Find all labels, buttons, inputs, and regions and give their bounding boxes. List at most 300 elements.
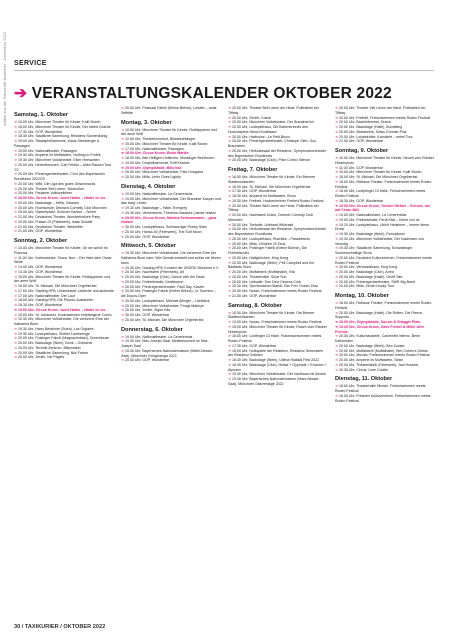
arrow-icon: ➔ xyxy=(228,343,232,348)
event-text: 20.00 Uhr, Nachtwerk (Feierwerk), Alt xyxy=(124,270,184,275)
event-text: 12.00 Uhr, Theaterinnenhof, Billardschlaeger xyxy=(124,137,196,141)
arrow-icon: ➔ xyxy=(228,377,232,381)
arrow-icon: ➔ xyxy=(14,269,18,274)
event-text: 20.00 Uhr, Haltigkirchen, King Kong xyxy=(231,255,289,260)
arrow-icon: ➔ xyxy=(121,229,125,234)
event-text: 20.00 Uhr, Prinzregententheater, Christoph Sieh, Guy Braunstein xyxy=(228,139,316,148)
event-text: 21.00 Uhr, GOP, Wunderbar xyxy=(17,229,63,234)
event-text: 15.00 Uhr, Münchner Theater für Kinder, Rosen vom Räuber Hotzenplotz xyxy=(228,324,327,334)
event-text: 20.30 Uhr, Kulturbaustelle, Canlemfitt Inferno, Bene Kathnmann xyxy=(335,334,421,343)
event-item xyxy=(335,256,435,266)
arrow-icon: ➔ xyxy=(14,265,18,269)
event-item xyxy=(228,261,328,271)
arrow-icon: ➔ xyxy=(228,213,232,217)
arrow-icon: ➔ xyxy=(121,210,125,215)
calendar-column-1 xyxy=(14,106,114,360)
day-heading: Dienstag, 11. Oktober xyxy=(335,376,393,383)
arrow-icon: ➔ xyxy=(228,260,232,265)
arrow-icon: ➔ xyxy=(335,348,339,353)
event-item xyxy=(228,213,328,223)
event-text: 20.00 Uhr, Theater Bell Lemm am Hetzt, Politrabish bei Tiffany xyxy=(228,203,319,213)
event-text: 20.00 Uhr, Postsaal Fabrik (Kleine Bühne), Lufsiter – ande Selfritte xyxy=(121,106,217,115)
arrow-icon: ➔ xyxy=(335,246,339,251)
event-item xyxy=(121,358,221,363)
arrow-icon: ➔ xyxy=(14,303,18,307)
arrow-icon: ➔ xyxy=(228,310,232,315)
event-text: 19.30 Uhr, Münchner Volkstheater, Der kaufhaus mit Ikkoba xyxy=(231,372,326,377)
arrow-icon: ➔ xyxy=(14,312,18,317)
event-item xyxy=(335,204,435,214)
event-text: 20.00 Uhr, Herkulessaal der Residenz, Symphonieorchester des Bayerischen Rundfunks xyxy=(228,227,327,236)
event-text: 20.00 Uhr, Herkulessaal der Residenz, Symphonieorchester des Bayerischen Rundfunks xyxy=(228,148,327,158)
arrow-icon: ➔ xyxy=(14,219,18,224)
arrow-icon: ➔ xyxy=(14,307,18,312)
arrow-icon: ➔ xyxy=(228,348,232,353)
side-note: Artikel aus der Zeitschrift Taxikurier - Dezember 2022 xyxy=(2,31,7,126)
event-text: 20.00 Uhr, Backstage (Werk), Phil Campbell and the Bastards Sons xyxy=(228,260,315,270)
page-header xyxy=(14,60,434,71)
event-text: 20.00 Uhr, Prinzregententheater, SWR Big Band xyxy=(338,279,415,284)
event-text: 17.00 Uhr, Gasteig HP8, Lindenstadt: Liebliche und lachende xyxy=(17,288,114,293)
event-text: 20.00 Uhr, Mucias, Freischwimmen meets Rodeo Festival xyxy=(338,353,430,358)
event-item xyxy=(335,384,435,394)
event-item xyxy=(335,189,435,199)
event-text: 17.30 Uhr, GOP, Wunderbar xyxy=(17,129,63,134)
arrow-icon: ➔ xyxy=(121,308,125,313)
event-text: 19.00 Uhr, Nationaltheater, La Cenerentola xyxy=(338,213,407,217)
event-text: 20.00 Uhr, Lustspielhaus, Schwarzriger Poetry Slam xyxy=(124,225,207,229)
event-text: 20.30 Uhr, Circus, Lime Cooltie xyxy=(338,367,389,372)
event-text: 19.30 Uhr, Backstage – Halle, Evergrey xyxy=(124,206,188,210)
arrow-icon: ➔ xyxy=(335,156,339,160)
arrow-icon: ➔ xyxy=(121,175,125,179)
event-text: 20.00 Uhr, Prinzregententheater, Chor des Bayerischen Rundfunks 2022/23 xyxy=(14,172,106,181)
event-text: 10.00 Uhr, Münchner Theater für Kinder, Rotkäppchen und der arme Wolf xyxy=(121,127,218,137)
event-text: 19.30 Uhr, Lustspielhaus, Sheller Lamberinge xyxy=(17,331,90,336)
event-text: 20.00 Uhr, Lustspielhaus, Michael Altinger – Lichtblick xyxy=(124,298,210,303)
day-heading: Montag, 10. Oktober xyxy=(335,293,389,299)
event-text: 20.00 Uhr, Hochschule, Deutsch-Cornelly Club München xyxy=(17,205,107,210)
arrow-icon: ➔ xyxy=(335,284,339,289)
event-item xyxy=(228,377,328,387)
arrow-icon: ➔ xyxy=(335,255,339,260)
calendar-columns xyxy=(14,106,438,606)
event-item xyxy=(335,334,435,344)
arrow-icon: ➔ xyxy=(14,355,18,360)
arrow-icon: ➔ xyxy=(121,298,125,303)
event-text: 10.00 Uhr, Münchner Theater für Kinder, Neues vom Räuber Hotzenplotz xyxy=(335,156,434,165)
arrow-icon: ➔ xyxy=(228,362,232,367)
arrow-icon: ➔ xyxy=(14,284,18,288)
event-item xyxy=(228,139,328,149)
event-text: 19.30 Uhr, Freiheit, Hockenheimer Freiheit Rodeo Festival xyxy=(231,198,324,203)
event-text: 20.00 Uhr, Backstage (Halle), Die Rotten, Die Fleece-Supports xyxy=(335,310,424,320)
event-text: 16.00 Uhr, St. Michael, Die Münchner Orgelherbst xyxy=(231,184,311,189)
event-text: 20.00 Uhr, Nachtwerk Kultur, Doeboh Comedy Club München xyxy=(228,213,313,222)
event-item xyxy=(228,125,328,135)
arrow-icon: ➔ xyxy=(335,236,339,241)
event-text: 20.00 Uhr, Technik Zentrum, Bilkenstein xyxy=(17,345,81,350)
event-item xyxy=(335,301,435,311)
event-item xyxy=(228,204,328,214)
arrow-icon: ➔ xyxy=(14,341,18,345)
day-heading: Donnerstag, 6. Oktober xyxy=(121,326,183,333)
event-text: 20.00 Uhr, Postinger Fabrik (Magnanimitaet), Greenhouse xyxy=(17,336,110,341)
event-text: 17.00 Uhr, Nationaltheater, Der Lauf xyxy=(17,293,75,298)
event-text: 10.00 Uhr, Münchner Theater für Kinder, Kalif Storch xyxy=(17,120,101,124)
arrow-icon: ➔ xyxy=(121,303,125,308)
event-text: 20.30 Uhr, Sportmuseum Mandl, Dev Frei: Doesn Zeal xyxy=(231,284,318,289)
event-text: 20.00 Uhr, Hansa 39 (Feierwerk), The Soft Moon xyxy=(124,229,202,234)
event-item xyxy=(228,149,328,159)
arrow-icon: ➔ xyxy=(228,134,232,139)
event-text: 19.30 Uhr, Vereinsheim, Theresia Sastarez (Jamer realize xyxy=(124,210,216,215)
event-text: 10.00 Uhr, Münchner Theater für Kinder, Ob wir schön ist Pranova xyxy=(14,246,108,255)
event-text: 20.00 Uhr, Tonhalle, Lillebard Whitcastl xyxy=(231,222,294,227)
event-text: 20.00 Uhr, Münchner Volkstheater, Der Brandnerhof xyxy=(231,120,314,125)
arrow-icon: ➔ xyxy=(121,358,125,363)
arrow-icon: ➔ xyxy=(14,293,18,298)
arrow-icon: ➔ xyxy=(121,151,125,156)
day-heading: Dienstag, 4. Oktober xyxy=(121,183,176,190)
arrow-icon: ➔ xyxy=(228,324,232,329)
arrow-icon: ➔ xyxy=(228,236,232,241)
arrow-icon: ➔ xyxy=(121,317,125,322)
event-text: 19.30 Uhr, Gasteig HP8, Konzert der GEDOK München e.V. xyxy=(124,265,220,270)
arrow-icon: ➔ xyxy=(335,310,339,315)
event-text: 20.00 Uhr, Freiheit, Freischwimmen meets Rodeo Festival xyxy=(338,115,431,120)
event-text: 20.00 Uhr, Milla, Zench Husky Tour xyxy=(338,284,395,289)
event-item xyxy=(121,251,221,265)
arrow-icon: ➔ xyxy=(335,279,339,284)
calendar-column-4 xyxy=(335,106,435,403)
event-text: 20.00 Uhr, Milla, Children Of Zeus xyxy=(231,241,286,246)
arrow-icon: ➔ xyxy=(14,153,18,158)
arrow-icon: ➔ xyxy=(14,255,18,260)
arrow-icon: ➔ xyxy=(121,170,125,175)
event-item xyxy=(121,339,221,349)
event-text: 18.00 Uhr, Gasteig HP8, Die Piccolo-Ausfahrten xyxy=(17,298,94,303)
arrow-icon: ➔ xyxy=(14,134,18,139)
event-text: 16.00 Uhr, Rathaus Theater, Freischwimmen meets Rodeo Festival xyxy=(335,179,432,189)
arrow-icon: ➔ xyxy=(121,334,125,339)
event-text: 18.00 Uhr, Lustpfinger 13 Halle, Freischwimmen meets Rodeo Festival xyxy=(335,189,426,198)
event-text: 20.00 Uhr, Gärtnerplatz, Schöner Kanton – Schrei xyxy=(17,210,97,215)
event-item xyxy=(335,180,435,190)
event-text: 15.00 Uhr, Münchner Theater für Kinder, Kalif Storch xyxy=(338,170,422,175)
arrow-icon: ➔ xyxy=(335,189,339,194)
arrow-icon: ➔ xyxy=(335,106,339,110)
arrow-icon: ➔ xyxy=(335,265,339,270)
event-text: 20.00 Uhr, St. Michael, Die Münchner Orgelherbst xyxy=(124,317,204,322)
arrow-icon: ➔ xyxy=(121,270,125,275)
arrow-icon: ➔ xyxy=(335,179,339,184)
event-text: 20.00 Uhr, Postinger Fabrik (Kleine Bühne), Le Tourneur – die Dopos-Oper xyxy=(121,289,217,298)
calendar-column-3 xyxy=(228,106,328,387)
arrow-icon: ➔ xyxy=(14,200,18,205)
arrow-icon: ➔ xyxy=(335,324,339,329)
arrow-icon: ➔ xyxy=(335,165,339,170)
arrow-icon: ➔ xyxy=(14,331,18,336)
arrow-icon: ➔ xyxy=(335,198,339,203)
event-text: 20.00 Uhr, Backstage (Halle), Geoff Tate xyxy=(338,274,403,279)
arrow-icon: ➔ xyxy=(14,274,18,279)
arrow-icon: ➔ xyxy=(121,156,125,160)
event-text: 19.30 Uhr, Amperie im Muffatwerk, Nothing to Forfeit xyxy=(17,153,101,158)
day-heading: Montag, 3. Oktober xyxy=(121,119,172,126)
arrow-icon: ➔ xyxy=(121,146,125,151)
arrow-icon: ➔ xyxy=(228,246,232,251)
event-text: 20.00 Uhr, Zenith, Dueck xyxy=(231,115,272,120)
arrow-icon: ➔ xyxy=(14,196,18,200)
arrow-icon: ➔ xyxy=(14,288,18,293)
event-text: 19.30 Uhr, Bayerisches Nationalmuseum (Mars-Nessel-Saal), Münchner Gitarrentage 2022 xyxy=(228,377,320,386)
event-item xyxy=(121,318,221,323)
event-text: 21.00 Uhr, Deutsches Theater, Wonderfunkleir Party xyxy=(17,215,101,219)
event-text: 20.00 Uhr, Wild, Die Liga des guten Geschmacks xyxy=(17,181,96,186)
arrow-icon: ➔ xyxy=(14,172,18,177)
event-text: 18.30 Uhr, Amperie im Muffatwerk, Bona xyxy=(231,194,296,198)
arrow-icon: ➔ xyxy=(121,141,125,146)
arrow-icon: ➔ xyxy=(228,139,232,144)
arrow-icon: ➔ xyxy=(14,336,18,341)
calendar-column-2 xyxy=(121,106,221,363)
event-item xyxy=(335,156,435,166)
event-text: 16.00 Uhr, St. Michael, Die Münchner Orgelherbst xyxy=(17,284,97,288)
section-label: SERVICE xyxy=(14,60,47,67)
event-text: 20.00 Uhr, Lustspielhaus, Die Babenerinnes des Hochstaplers Heinzi Kudbisard xyxy=(228,125,308,134)
event-text: 15.00 Uhr, Münchner Theater für Kinder, Rotkäppchen und der arme Wolf xyxy=(14,274,111,284)
arrow-icon: ➔ xyxy=(14,215,18,219)
event-text: 17.30 Uhr, GOP, Wunderbar xyxy=(231,189,277,194)
day-heading: Mittwoch, 5. Oktober xyxy=(121,243,177,250)
arrow-icon: ➔ xyxy=(121,165,125,170)
event-text: 18.30 Uhr, Staatliche Sammlung, Residenz Sonnenkönig xyxy=(17,134,108,139)
event-text: 19.00 Uhr, Staatsphilharmonie, Klaus Steinberger & Passagen xyxy=(14,139,100,148)
event-text: 15.00 Uhr, Münchner Theater für Kinder, Der kleine Drache xyxy=(17,124,111,129)
arrow-icon: ➔ xyxy=(335,134,339,139)
page-footer: 30 / TAXIKURIER / OKTOBER 2022 xyxy=(14,624,106,630)
event-text: 20.00 Uhr, Backstage (Club), Dance with the Dead xyxy=(124,275,205,279)
arrow-icon: ➔ xyxy=(228,115,232,120)
event-text: 18.45 Uhr, Backstage (Club), Helsia + Gyptoids + Excision + Alpinem xyxy=(228,362,327,372)
event-text: 20.00 Uhr, Freiheitshalle, Deaflaveon xyxy=(124,279,184,284)
event-text: 20.00 Uhr, Backstage (Club), Pixie Corino Silence xyxy=(231,158,311,163)
event-item xyxy=(228,227,328,237)
event-text: 19.20 Uhr, Lustspielhaus, Ulrich Hedelmer – Immer diese Druck xyxy=(335,222,429,232)
arrow-icon: ➔ xyxy=(335,334,339,339)
event-item xyxy=(335,139,435,144)
event-text: 18.00 Uhr, Hofkapelle der Residenz, Residenz Serenaden der Residenz-Solisten xyxy=(228,348,324,358)
arrow-icon: ➔ xyxy=(14,158,18,162)
event-text: 20.00 Uhr, Lüttsalle, Tom Devi Cinema Club xyxy=(231,279,301,284)
event-text: 21.00 Uhr, GOP, Wunderbar xyxy=(231,293,277,298)
event-item xyxy=(335,223,435,233)
event-text: 18.00 Uhr, Circus Krone, Bodo Wartke xyxy=(124,151,189,156)
event-item xyxy=(335,237,435,247)
arrow-icon: ➔ xyxy=(14,345,18,350)
arrow-icon: ➔ xyxy=(14,191,18,196)
event-text: 20.00 Uhr, Münchner Volkstheater, Pongs Makeye xyxy=(124,303,204,308)
event-text: 20.00 Uhr, Milla, Levin Goes Lightly xyxy=(124,175,181,179)
event-item xyxy=(335,394,435,404)
event-text: 14.00 Uhr, GOP, Wunderbar xyxy=(17,265,63,269)
arrow-icon: ➔ xyxy=(14,298,18,303)
event-text: 15.00 Uhr, Münchner Theater für Kinder, Kalif Storch xyxy=(124,141,208,146)
event-text: 19.30 Uhr, Circus Krone, Dave Freisel & Miller with Friends xyxy=(335,324,424,334)
arrow-icon: ➔ xyxy=(14,181,18,186)
arrow-icon: ➔ xyxy=(228,255,232,260)
event-text: 21.00 Uhr, Deutsches Theater, Wedekfler xyxy=(17,224,83,229)
event-text: 19.30 Uhr, Max-Joseph-Saal, Meisterkonzert im Max-Joseph-Saal xyxy=(121,339,209,348)
event-text: 18.30 Uhr, Backstage (Werk), Ultima Radikal Fest 2022 xyxy=(231,358,320,362)
event-item xyxy=(14,275,114,285)
arrow-icon: ➔ xyxy=(14,120,18,124)
event-text: 20.00 Uhr, Circus Krone, Martina Schwarzmann – ganz einfach xyxy=(121,215,217,225)
event-item xyxy=(121,235,221,240)
event-text: 19.00 Uhr, Circus Krone, Josef Hader – Hader on Ice xyxy=(17,307,106,312)
arrow-icon: ➔ xyxy=(121,284,125,289)
arrow-icon: ➔ xyxy=(228,148,232,153)
arrow-icon: ➔ xyxy=(228,241,232,246)
event-text: 14.30 Uhr, GOP, Wunderbar xyxy=(17,269,63,274)
event-text: 20.00 Uhr, Staatliche Sammlung, Nils Frahm xyxy=(17,350,88,355)
event-text: 20.00 Uhr, Zenith, Sigue Kits xyxy=(124,308,171,313)
arrow-icon: ➔ xyxy=(335,213,339,217)
event-text: 20.00 Uhr, Backstage – Hella, Glossen xyxy=(17,200,79,205)
event-item xyxy=(335,284,435,289)
event-text: 20.00 Uhr, Backstage (Werk), Ben Zucker xyxy=(338,343,405,348)
event-text: 20.00 Uhr, Harbouse, „Le Petit Bisou xyxy=(231,134,290,139)
event-text: 17.30 Uhr, GOP, Wunderbar xyxy=(231,343,277,348)
event-text: 20.00 Uhr, Paulaner Volkszeltchen xyxy=(17,191,73,196)
event-text: 20.00 Uhr, Backstage (Werk), Bonk – Gotischer xyxy=(17,341,93,345)
arrow-icon: ➔ xyxy=(14,246,18,250)
event-item xyxy=(228,246,328,256)
day-heading: Samstag, 1. Oktober xyxy=(14,112,69,118)
arrow-icon: ➔ xyxy=(121,251,125,256)
arrow-icon: ➔ xyxy=(14,229,18,234)
arrow-icon: ➔ xyxy=(335,301,339,305)
event-text: 19.00 Uhr, Dorphilharmonie, Eriff Köstner xyxy=(124,160,190,165)
event-text: 18.30 Uhr, GOP, Wunderbar xyxy=(338,198,384,203)
event-item xyxy=(335,311,435,321)
event-text: 19.30 Uhr, Münchner Volkstheater, Die verlorene Ehre der Katharina Blum oder: Wie Gewalt entsteht und wohin sie führen kann xyxy=(121,251,221,265)
event-item xyxy=(14,355,114,360)
event-item xyxy=(14,163,114,173)
event-item xyxy=(228,325,328,335)
event-text: 20.00 Uhr, Muffatwerk (Muffathalle), Ben Cohen's Giesta xyxy=(338,348,428,353)
event-text: 20.00 Uhr, Prinzregententheater, Fazil Say, Klavier xyxy=(124,284,205,289)
arrow-icon: ➔ xyxy=(228,358,232,362)
event-item xyxy=(335,325,435,335)
event-text: 19.00 Uhr, Prasso 23 (Platzwerk), Isaar Schalle xyxy=(17,219,93,224)
event-text: 16.00 Uhr, St. Michael, Die Münchner Orgelherbst xyxy=(338,175,418,179)
event-item xyxy=(14,172,114,182)
event-text: 19.30 Uhr, Backstage (Werk), Panopticum xyxy=(338,232,406,236)
event-text: 20.00 Uhr, Herbstbrunnen, Carl Febbio – Alles Rausch Tour '22 xyxy=(14,162,112,172)
event-text: 18.00 Uhr, Freistein Kulturzentrum, Freischwimmen meets Rodeo Festival xyxy=(335,393,431,403)
event-item xyxy=(14,317,114,327)
arrow-icon: ➔ xyxy=(335,125,339,129)
event-text: 20.00 Uhr, Theater Bell Lemm: Schmoßen xyxy=(17,186,85,191)
event-item xyxy=(121,128,221,138)
arrow-icon: ➔ xyxy=(335,170,339,175)
event-text: 19.30 Uhr, Harry Belafonte (Sutra), Los Orgiales xyxy=(17,326,94,331)
arrow-icon: ➔ xyxy=(228,270,232,274)
event-text: 17.00 Uhr, Nationaltheater, Passagen xyxy=(124,146,184,151)
arrow-icon: ➔ xyxy=(14,186,18,191)
arrow-icon: ➔ xyxy=(121,137,125,141)
arrow-icon: ➔ xyxy=(335,384,339,389)
event-item xyxy=(14,139,114,149)
event-item xyxy=(335,106,435,116)
arrow-icon: ➔ xyxy=(335,175,339,179)
event-text: 18.30 Uhr, GOP, Wunderbar xyxy=(17,303,63,307)
arrow-icon: ➔ xyxy=(228,158,232,163)
arrow-icon: ➔ xyxy=(228,284,232,289)
arrow-icon: ➔ xyxy=(14,224,18,229)
arrow-icon: ➔ xyxy=(121,160,125,165)
event-item xyxy=(228,106,328,116)
event-text: 19.00 Uhr, Münchner Volkstheater, Der Brandner Kasper und das ewig' Leben xyxy=(121,196,221,206)
event-item xyxy=(14,229,114,234)
arrow-icon: ➔ xyxy=(121,313,125,317)
arrow-icon: ➔ xyxy=(121,106,125,110)
arrow-icon: ➔ xyxy=(121,348,125,353)
arrow-icon: ➔ xyxy=(228,320,232,324)
header-divider xyxy=(14,70,434,71)
arrow-icon: ➔ xyxy=(228,175,232,179)
event-text: 18.00 Uhr, Rathaus Theater, Freischwimmen meets Rodeo Festival xyxy=(335,301,432,310)
event-text: 18.00 Uhr, Theaterhalle Nivedo, Freischwimmen meets Rodeo Festival xyxy=(335,384,426,393)
page-title xyxy=(14,84,392,103)
arrow-icon: ➔ xyxy=(335,320,339,324)
event-text: 16.00 Uhr, Lustfinger 13 Halle, Frakenschwimmen meets Rodeo Festival xyxy=(228,334,322,343)
arrow-icon: ➔ xyxy=(335,139,339,144)
event-text: 20.00 Uhr, GOP, Wunderbar xyxy=(124,358,170,363)
day-heading: Samstag, 8. Oktober xyxy=(228,302,283,309)
arrow-icon: ➔ xyxy=(228,227,232,232)
event-text: 19.30 Uhr, Münchner Volkstheater, Der Kaufmann von Venedig xyxy=(335,236,424,246)
event-item xyxy=(14,246,114,256)
event-text: 19.00 Uhr, Nationaltheater, La Cenerentola xyxy=(124,334,193,339)
arrow-icon: ➔ xyxy=(121,234,125,239)
arrow-icon: ➔ xyxy=(335,274,339,279)
event-item xyxy=(228,311,328,321)
arrow-icon: ➔ xyxy=(121,275,125,279)
day-heading: Freitag, 7. Oktober xyxy=(228,167,278,173)
arrow-icon: ➔ xyxy=(335,353,339,358)
arrow-icon: ➔ xyxy=(228,203,232,208)
arrow-icon: ➔ xyxy=(228,194,232,198)
arrow-icon: ➔ xyxy=(228,198,232,203)
event-text: 19.00 Uhr, Nationaltheater, Passagen xyxy=(17,148,77,153)
arrow-icon: ➔ xyxy=(335,358,339,362)
event-text: 13.00 Uhr, Nosso, Freischwimmen meets Rodeo Festival xyxy=(231,320,322,324)
arrow-icon: ➔ xyxy=(335,129,339,134)
arrow-icon: ➔ xyxy=(14,350,18,355)
arrow-icon: ➔ xyxy=(228,372,232,377)
event-item xyxy=(121,216,221,226)
arrow-icon: ➔ xyxy=(228,106,232,110)
arrow-icon: ➔ xyxy=(121,196,125,201)
page-title-text: VERANSTALTUNGSKALENDER OKTOBER 2022 xyxy=(31,85,392,102)
arrow-icon: ➔ xyxy=(14,85,28,102)
event-text: 20.00 Uhr, Muttatwerk, Swiss Gunmer Plus xyxy=(338,129,407,134)
event-text: 18.00 Uhr, Alte Heiligen-Hofkirche, Mossinger Beethoven xyxy=(124,156,215,160)
arrow-icon: ➔ xyxy=(14,326,18,331)
